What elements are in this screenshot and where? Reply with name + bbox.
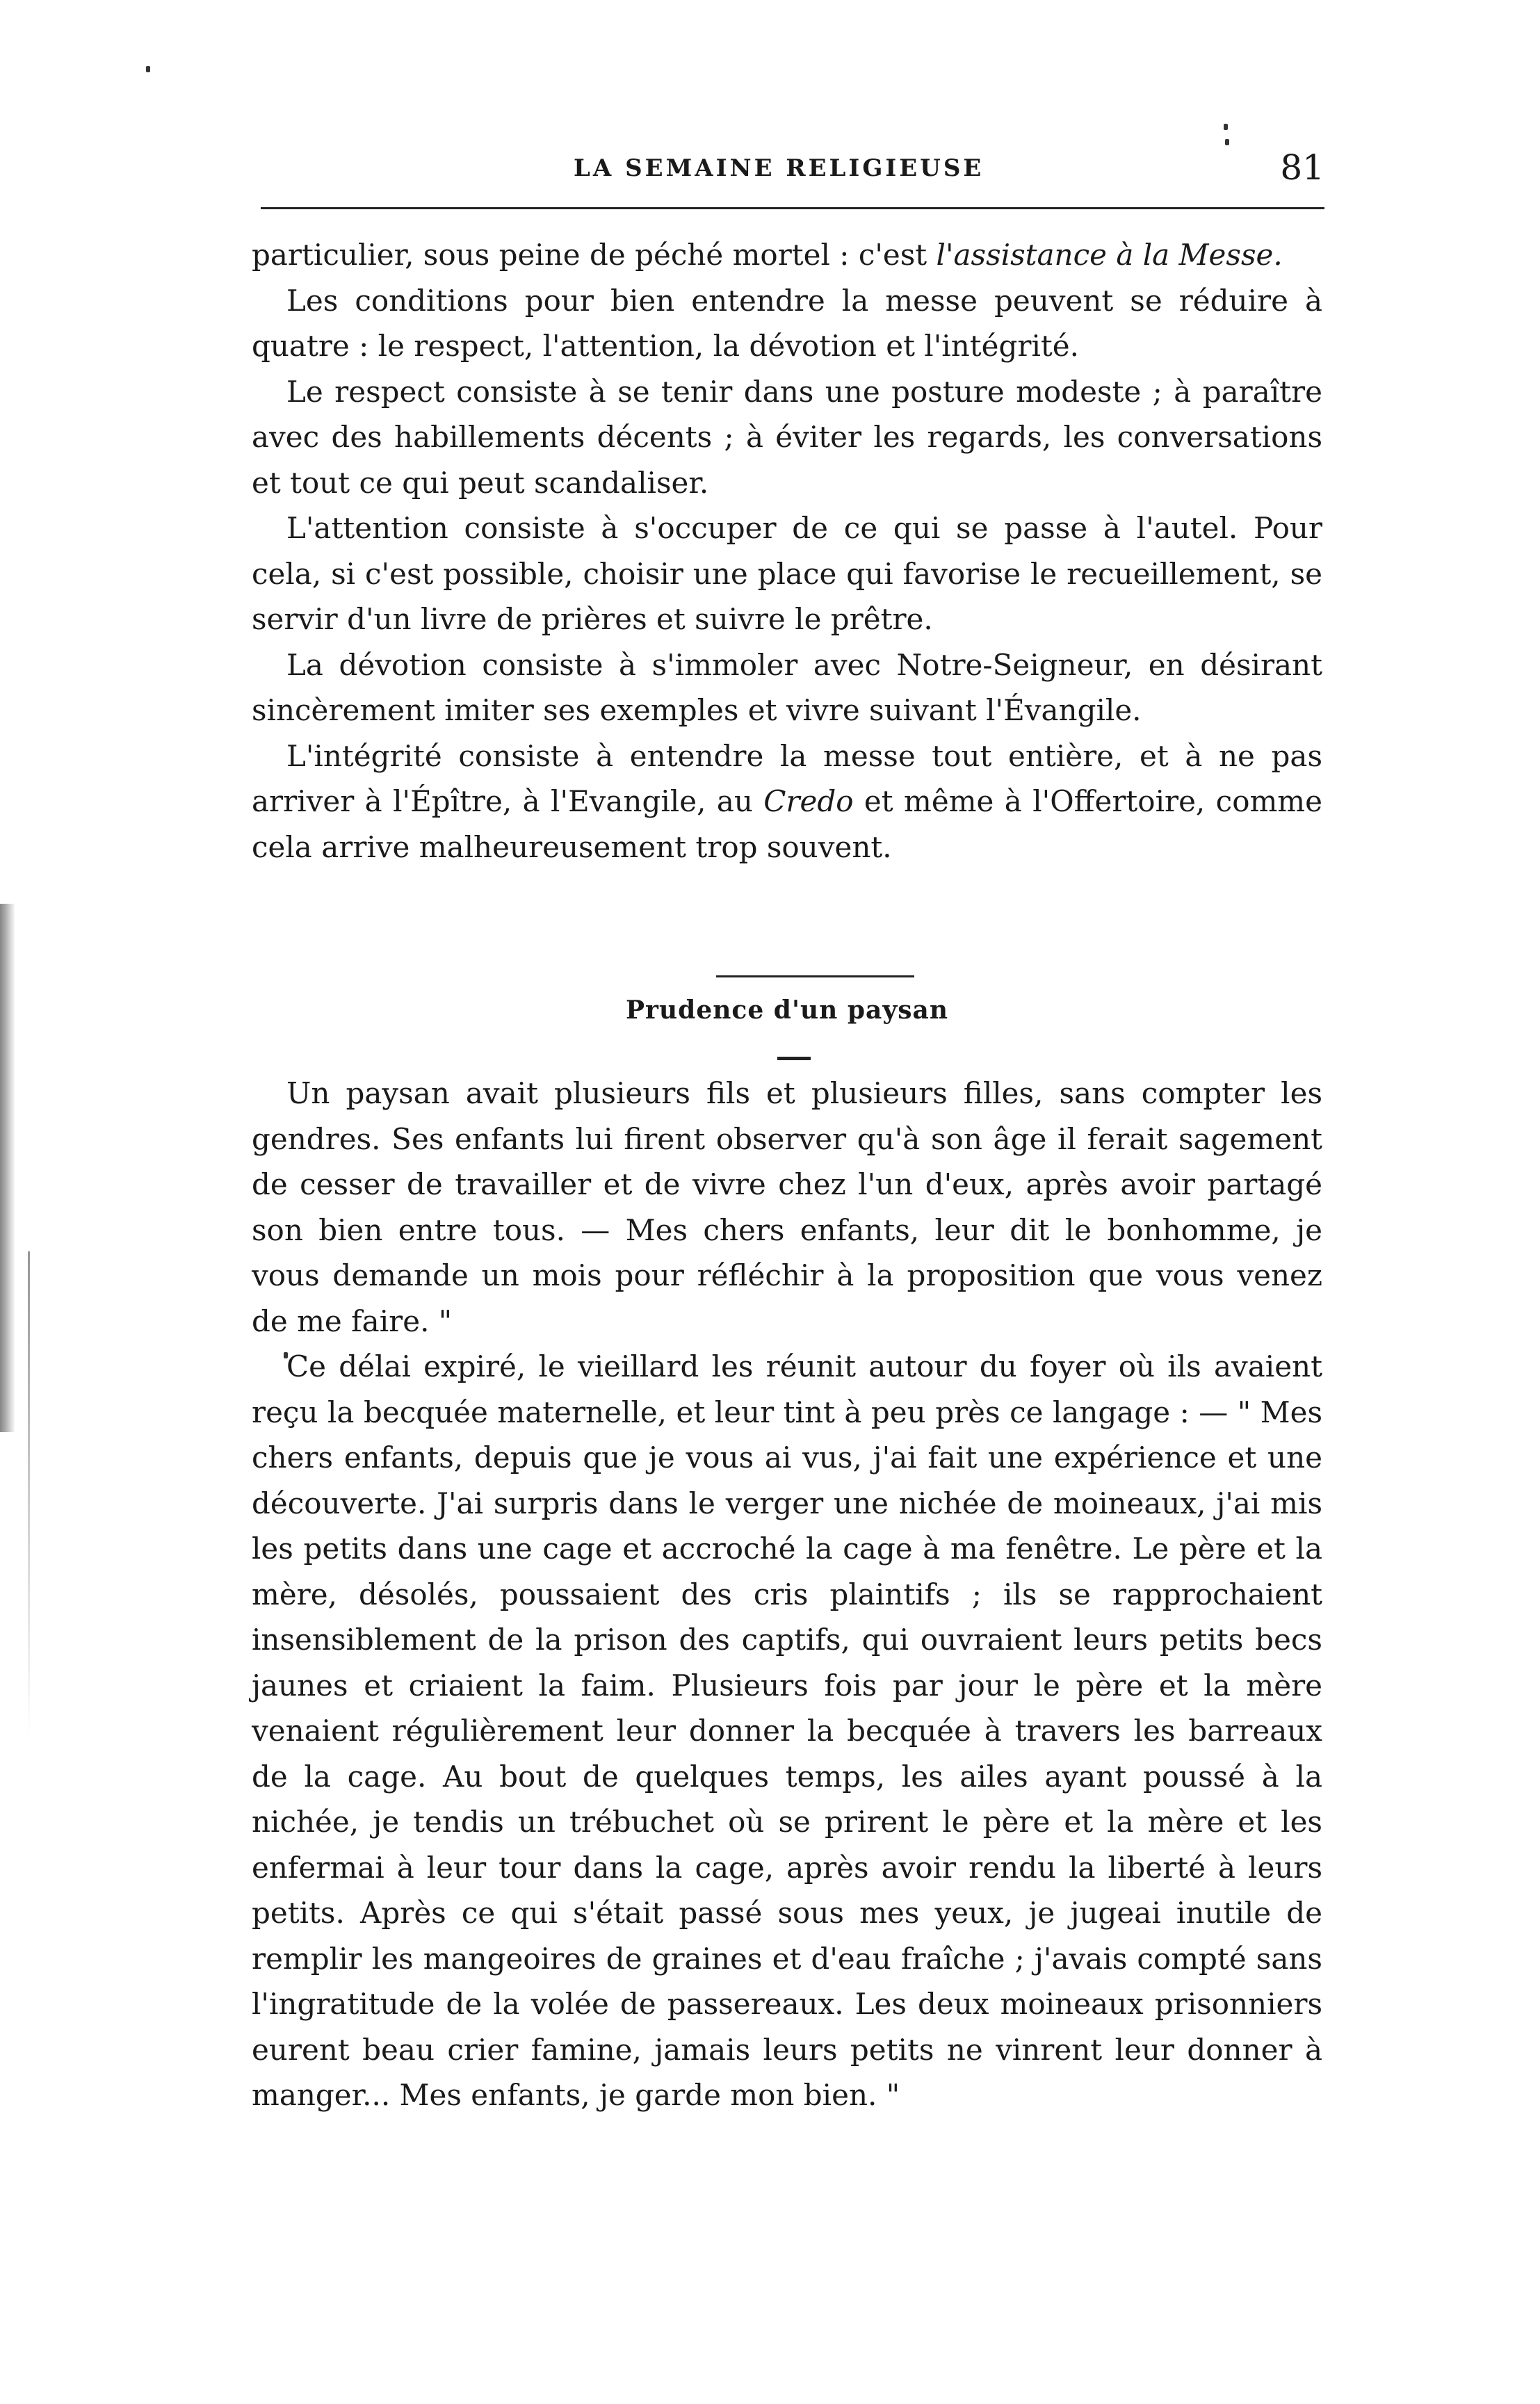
- paragraph: [252, 505, 1322, 642]
- section-title: Prudence d'un paysan: [625, 996, 949, 1025]
- section-divider: [716, 975, 914, 977]
- story-text-block: [252, 1071, 1322, 2118]
- text-run: Ce délai expiré, le vieillard les réunit autour du foyer où ils avaient reçu la becquée maternelle, et leur tint à peu près ce langage : — " Mes chers enfants, depuis que je vous ai vus, j'ai fait une expérience et une découverte. J'ai surpris dans le verger une nichée de moineaux, j'ai mis les petits dans une cage et accroché la cage à ma fenêtre. Le père et la mère, désolés, poussaient des cris plaintifs ; ils se rapprochaient insensiblement de la prison des captifs, qui ouvraient leurs petits becs jaunes et criaient la faim. Plusieurs fois par jour le père et la mère venaient régulièrement leur donner la becquée à travers les barreaux de la cage. Au bout de quelques temps, les ailes ayant poussé à la nichée, je tendis un trébuchet où se prirent le père et la mère et les enfermai à leur tour dans la cage, après avoir rendu la liberté à leurs petits. Après ce qui s'était passé sous mes yeux, je jugeai inutile de remplir les mangeoires de graines et d'eau fraîche ; j'avais compté sans l'ingratitude de la volée de passereaux. Les deux moineaux prisonniers eurent beau crier famine, jamais leurs petits ne vinrent leur donner à manger... Mes enfants, je garde mon bien. ": [252, 1349, 1322, 2112]
- paper-speck: [1224, 124, 1228, 130]
- paragraph: [252, 278, 1322, 369]
- paragraph: [252, 642, 1322, 733]
- header-rule: [261, 207, 1324, 209]
- text-run: Les conditions pour bien entendre la messe peuvent se réduire à quatre : le respect, l'attention, la dévotion et l'intégrité.: [252, 283, 1322, 363]
- page-number: 81: [1280, 147, 1324, 188]
- running-title: LA SEMAINE RELIGIEUSE: [574, 154, 984, 182]
- italic-text: l'assistance à la Messe.: [936, 238, 1283, 272]
- paragraph: [252, 1344, 1322, 2118]
- page-header: [261, 139, 1324, 195]
- intro-text-block: [252, 232, 1322, 870]
- title-dash: [777, 1057, 811, 1060]
- binding-edge-streak: [28, 1251, 30, 1738]
- text-run: particulier, sous peine de péché mortel : c'est: [252, 238, 937, 272]
- text-run: L'intégrité consiste à entendre la messe tout entière, et à ne pas arriver à l'Épître, à l'Evangile, au: [252, 738, 1322, 818]
- paper-speck: [146, 66, 150, 72]
- text-run: L'attention consiste à s'occuper de ce qui se passe à l'autel. Pour cela, si c'est possible, choisir une place qui favorise le recueillement, se servir d'un livre de prières et suivre le prêtre.: [252, 511, 1322, 636]
- binding-edge-shadow: [0, 904, 15, 1432]
- paragraph: [252, 1071, 1322, 1344]
- text-run: et même à l'Offertoire, comme cela arrive malheureusement trop souvent.: [252, 784, 1322, 864]
- text-run: La dévotion consiste à s'immoler avec Notre-Seigneur, en désirant sincèrement imiter ses exemples et vivre suivant l'Évangile.: [252, 647, 1322, 727]
- text-run: Le respect consiste à se tenir dans une posture modeste ; à paraître avec des habillements décents ; à éviter les regards, les conversations et tout ce qui peut scandaliser.: [252, 374, 1322, 500]
- paragraph: [252, 232, 1322, 278]
- italic-text: Credo: [763, 784, 854, 818]
- text-run: Un paysan avait plusieurs fils et plusieurs filles, sans compter les gendres. Ses enfants lui firent observer qu'à son âge il ferait sagement de cesser de travailler et de vivre chez l'un d'eux, après avoir partagé son bien entre tous. — Mes chers enfants, leur dit le bonhomme, je vous demande un mois pour réfléchir à la proposition que vous venez de me faire. ": [252, 1076, 1322, 1338]
- paragraph: [252, 733, 1322, 870]
- paragraph: [252, 369, 1322, 506]
